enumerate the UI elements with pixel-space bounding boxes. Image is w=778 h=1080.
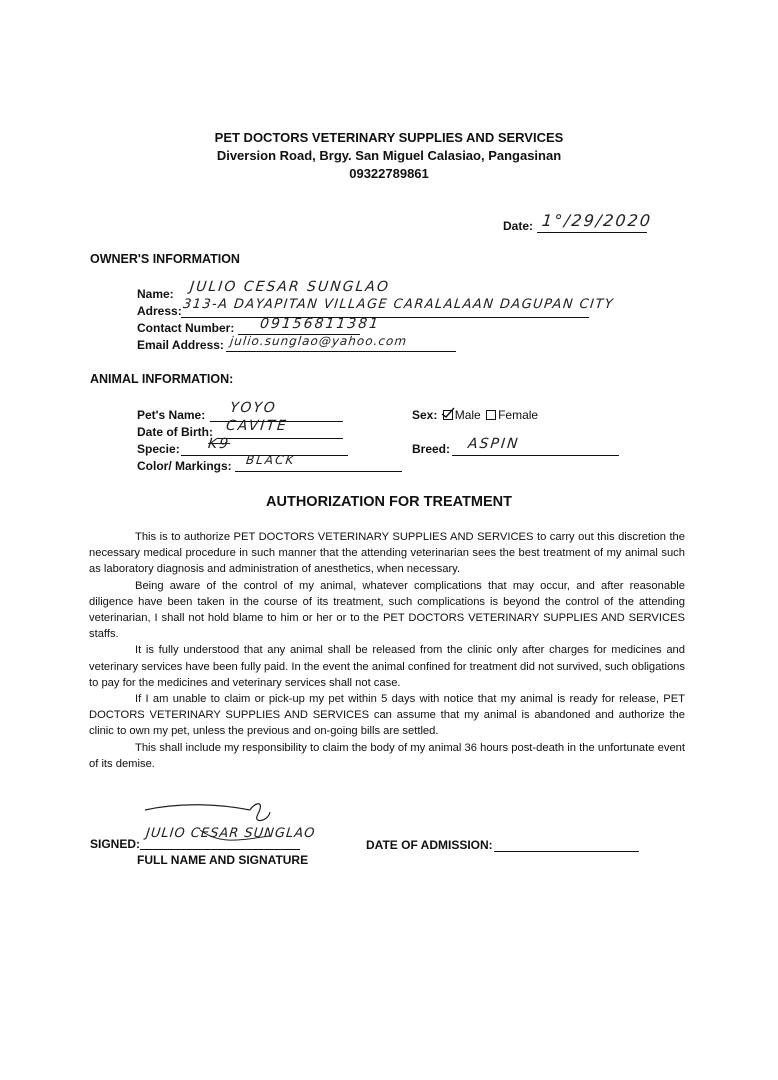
specie-label: Specie: bbox=[137, 442, 180, 456]
authorization-paragraph: It is fully understood that any animal shall be released from the clinic only after charges for medicines and veterinary services have been fully paid. In the event the animal confined for treatment did not survived, such obligations to pay for the medicines and veterinary services shall not case. bbox=[89, 644, 685, 689]
clinic-name: PET DOCTORS VETERINARY SUPPLIES AND SERVICES bbox=[214, 130, 564, 145]
date-value: 1°/29/2020 bbox=[541, 211, 654, 230]
owner-address-line bbox=[181, 317, 589, 318]
authorization-title: AUTHORIZATION FOR TREATMENT bbox=[266, 494, 512, 510]
authorization-paragraph: This shall include my responsibility to claim the body of my animal 36 hours post-death in the unfortunate event of its demise. bbox=[89, 741, 685, 770]
dob-label: Date of Birth: bbox=[137, 425, 213, 439]
sex-field bbox=[412, 408, 538, 422]
owner-email-line bbox=[226, 351, 456, 352]
signed-value: JULIO CESAR SUNGLAO bbox=[145, 826, 317, 841]
color-line bbox=[235, 471, 402, 472]
sex-male-checkbox[interactable] bbox=[443, 410, 453, 420]
owner-address-label: Adress: bbox=[137, 304, 182, 318]
signed-line bbox=[140, 849, 300, 850]
breed-line bbox=[452, 455, 619, 456]
dob-value: CAVITE bbox=[225, 418, 289, 434]
admission-label: DATE OF ADMISSION: bbox=[366, 838, 493, 852]
dob-line bbox=[218, 438, 343, 439]
owner-contact-value: 09156811381 bbox=[259, 316, 381, 332]
breed-value: ASPIN bbox=[467, 436, 521, 452]
sex-female-checkbox[interactable] bbox=[486, 410, 496, 420]
sex-male-label: Male bbox=[454, 408, 481, 422]
color-value: BLACK bbox=[245, 453, 297, 467]
owner-name-value: JULIO CESAR SUNGLAO bbox=[189, 279, 391, 295]
signature-caption: FULL NAME AND SIGNATURE bbox=[137, 853, 309, 867]
date-line bbox=[537, 232, 647, 233]
authorization-body bbox=[89, 529, 685, 772]
owner-email-label: Email Address: bbox=[137, 338, 224, 352]
date-label: Date: bbox=[503, 219, 534, 233]
signature-scribble-icon bbox=[140, 800, 320, 850]
owner-name-label: Name: bbox=[137, 287, 174, 301]
authorization-paragraph: If I am unable to claim or pick-up my pet within 5 days with notice that my animal is ready for release, PET DOCTORS VETERINARY SUPPLIES AND SERVICES can assume that my animal is abandoned and authorize the clinic to own my pet, unless the previous and on-going bills are settled. bbox=[89, 693, 685, 738]
sex-label: Sex: bbox=[412, 408, 438, 422]
sex-female-label: Female bbox=[498, 408, 539, 422]
check-mark-icon bbox=[441, 407, 455, 419]
owner-address-value: 313-A DAYAPITAN VILLAGE CARALALAAN DAGUPAN CITY bbox=[182, 297, 615, 312]
pet-name-label: Pet's Name: bbox=[137, 408, 206, 422]
breed-label: Breed: bbox=[412, 442, 451, 456]
authorization-paragraph: Being aware of the control of my animal, whatever complications that may occur, and after reasonable diligence have been taken in the course of its treatment, such complications is beyond the control of the attending veterinarian, I shall not hold blame to him or her or to the PET DOCTORS VETERINARY SUPPLIES AND SERVICES staffs. bbox=[89, 579, 685, 641]
animal-heading: ANIMAL INFORMATION: bbox=[90, 372, 234, 386]
authorization-paragraph: This is to authorize PET DOCTORS VETERINARY SUPPLIES AND SERVICES to carry out this discretion the necessary medical procedure in such manner that the attending veterinarian sees the best treatment of my animal such as laboratory diagnosis and administration of anesthetics, when necessary. bbox=[89, 531, 685, 576]
pet-name-value: YOYO bbox=[229, 400, 278, 416]
owner-email-value: julio.sunglao@yahoo.com bbox=[229, 334, 408, 348]
signed-label: SIGNED: bbox=[90, 837, 141, 851]
owner-heading: OWNER'S INFORMATION bbox=[90, 252, 240, 266]
color-label: Color/ Markings: bbox=[137, 459, 232, 473]
clinic-phone: 09322789861 bbox=[349, 166, 429, 181]
admission-line bbox=[494, 851, 639, 852]
specie-value: K9 bbox=[207, 436, 231, 452]
clinic-address: Diversion Road, Brgy. San Miguel Calasiao, Pangasinan bbox=[216, 148, 562, 163]
owner-contact-label: Contact Number: bbox=[137, 321, 235, 335]
